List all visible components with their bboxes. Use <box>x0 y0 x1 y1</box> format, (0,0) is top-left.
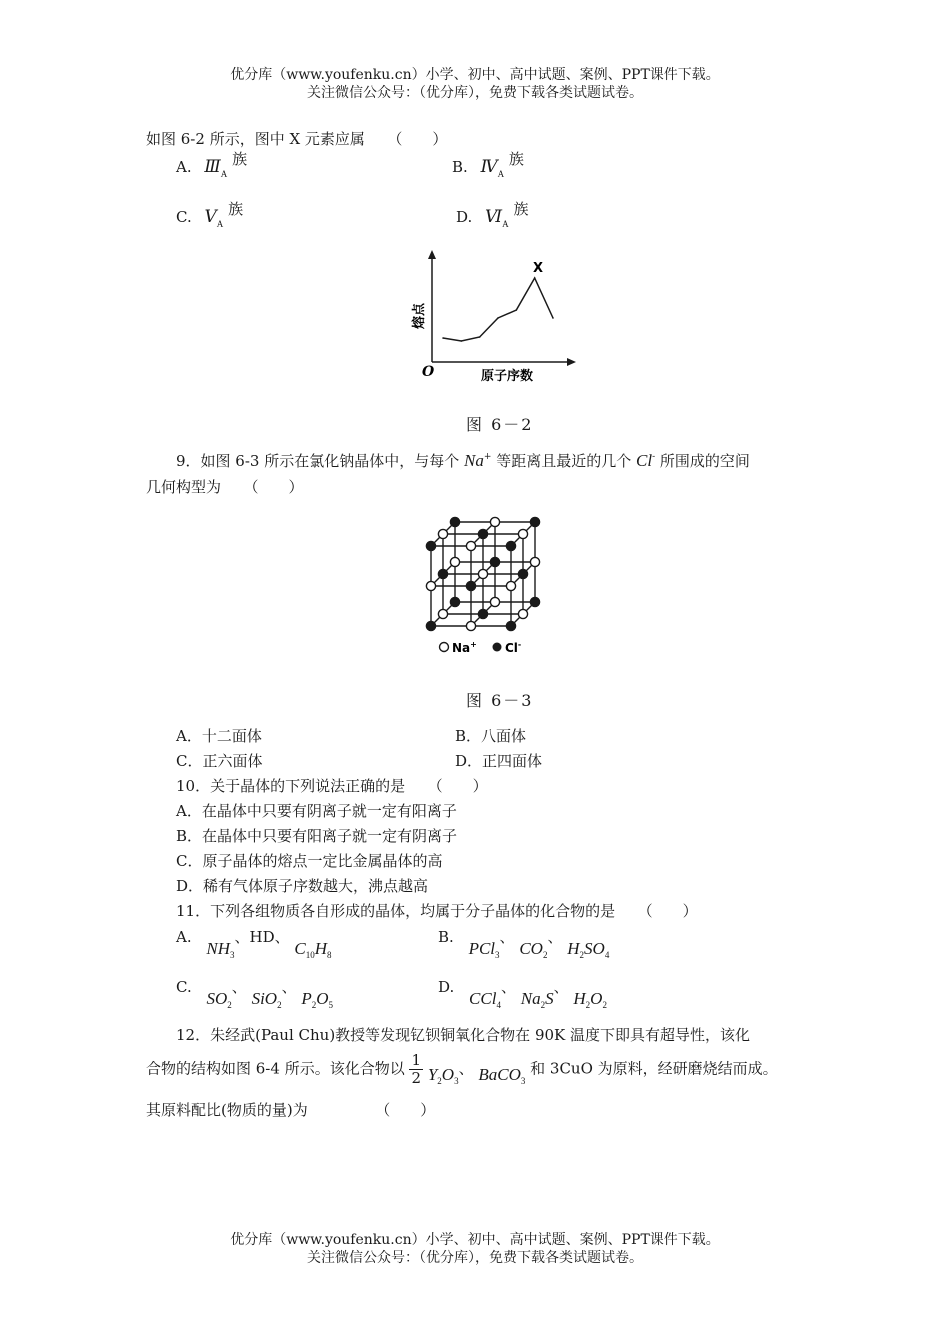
na-ion <box>438 609 447 618</box>
cl-ion <box>518 569 527 578</box>
na-ion <box>490 517 499 526</box>
q11-option-d: D. CCl$_4$、 $Na_2S$、 $H_2O_2$ <box>438 978 607 1010</box>
cl-ion <box>426 621 435 630</box>
figure-6-3-caption: 图 6－3 <box>466 691 534 710</box>
q9-stem-line-2: 几何构型为 （ ） <box>146 478 304 496</box>
na-ion <box>490 597 499 606</box>
na-ion <box>478 569 487 578</box>
na-ion <box>506 581 515 590</box>
data-point-6 <box>534 277 536 279</box>
q10-option-b: B．在晶体中只要有阳离子就一定有阴离子 <box>176 827 458 845</box>
x-axis-label: 原子序数 <box>480 369 534 384</box>
q10-option-d: D．稀有气体原子序数越大，沸点越高 <box>176 877 429 895</box>
q12-line-1: 12．朱经武(Paul Chu)教授等发现钇钡铜氧化合物在 90K 温度下即具有超导性，该化 <box>176 1026 751 1044</box>
legend-na-label: Na+ <box>452 640 477 655</box>
cl-ion <box>478 529 487 538</box>
footer-line-1: 优分库（www.youfenku.cn）小学、初中、高中试题、案例、PPT课件下载。 <box>230 1232 720 1248</box>
q9-option-a: A．十二面体 <box>176 727 262 745</box>
y-axis-arrow <box>428 250 436 259</box>
na-ion <box>530 557 539 566</box>
legend-na-icon <box>440 643 449 652</box>
q11-option-b: B. PCl$_3$、 $CO_2$、 $H_2SO_4$ <box>438 928 610 960</box>
q10-option-c: C．原子晶体的熔点一定比金属晶体的高 <box>176 852 443 870</box>
na-ion <box>438 529 447 538</box>
q12-line-3: 其原料配比(物质的量)为 （ ） <box>146 1101 436 1119</box>
fraction-one-half: $\frac{1}{2}$ <box>411 1051 422 1087</box>
figure-6-3 <box>418 496 578 661</box>
melting-point-line <box>443 278 553 341</box>
na-ion <box>426 581 435 590</box>
header-line-2: 关注微信公众号：（优分库），免费下载各类试题试卷。 <box>307 85 643 101</box>
cl-ion <box>466 581 475 590</box>
y-axis-label: 熔点 <box>412 302 427 330</box>
q8-option-d: D. $Ⅵ_A$ 族 <box>456 200 529 229</box>
data-point-4 <box>497 317 499 319</box>
q9-stem-line-1: 9．如图 6-3 所示在氯化钠晶体中，与每个 Na+ 等距离且最近的几个 Cl- 所围成的空间 <box>176 451 750 470</box>
data-point-2 <box>461 340 463 342</box>
q8-stem: 如图 6-2 所示，图中 X 元素应属 （ ） <box>146 130 448 148</box>
data-point-1 <box>442 337 444 339</box>
q9-option-d: D．正四面体 <box>455 752 543 770</box>
q9-option-b: B．八面体 <box>455 727 527 745</box>
data-point-5 <box>516 309 518 311</box>
cl-ion <box>530 597 539 606</box>
q11-option-a: A. $NH_3$、HD、 $C_{10}H_8$ <box>176 928 332 960</box>
q9-option-c: C．正六面体 <box>176 752 263 770</box>
data-point-3 <box>479 336 481 338</box>
legend-cl-icon <box>493 643 502 652</box>
footer-line-2: 关注微信公众号：（优分库），免费下载各类试题试卷。 <box>307 1250 643 1266</box>
figure-6-2 <box>405 246 585 391</box>
q10-option-a: A．在晶体中只要有阴离子就一定有阳离子 <box>176 802 457 820</box>
q11-stem: 11．下列各组物质各自形成的晶体，均属于分子晶体的化合物的是 （ ） <box>176 902 698 920</box>
figure-6-2-caption: 图 6－2 <box>466 415 534 434</box>
x-axis-arrow <box>567 358 576 366</box>
q8-option-b: B. $Ⅳ_A$ 族 <box>452 150 524 179</box>
q8-option-a: A. $Ⅲ_A$ 族 <box>176 150 248 179</box>
legend-cl-label: Cl- <box>505 640 522 655</box>
cl-ion <box>506 541 515 550</box>
q12-line-2: 合物的结构如图 6-4 所示。该化合物以 $\frac{1}{2}$ $Y_2O_3$、 BaCO$_3$ 和 3CuO 为原料，经研磨烧结而成。 <box>146 1051 778 1087</box>
q11-option-c: C. $SO_2$、 SiO$_2$、 $P_2O_5$ <box>176 978 334 1010</box>
header-line-1: 优分库（www.youfenku.cn）小学、初中、高中试题、案例、PPT课件下载。 <box>230 67 720 83</box>
cl-ion <box>426 541 435 550</box>
peak-label-x: X <box>532 261 544 276</box>
origin-label: O <box>422 364 435 380</box>
cl-ion <box>530 517 539 526</box>
cl-ion <box>506 621 515 630</box>
cl-ion <box>450 517 459 526</box>
na-ion <box>466 621 475 630</box>
q8-option-c: C. $Ⅴ_A$ 族 <box>176 200 244 229</box>
cl-ion <box>438 569 447 578</box>
cl-ion <box>450 597 459 606</box>
na-ion <box>450 557 459 566</box>
data-point-7 <box>552 317 554 319</box>
na-ion <box>466 541 475 550</box>
na-ion <box>518 609 527 618</box>
cl-ion <box>478 609 487 618</box>
na-ion <box>518 529 527 538</box>
cl-ion <box>490 557 499 566</box>
q10-stem: 10．关于晶体的下列说法正确的是 （ ） <box>176 777 488 795</box>
